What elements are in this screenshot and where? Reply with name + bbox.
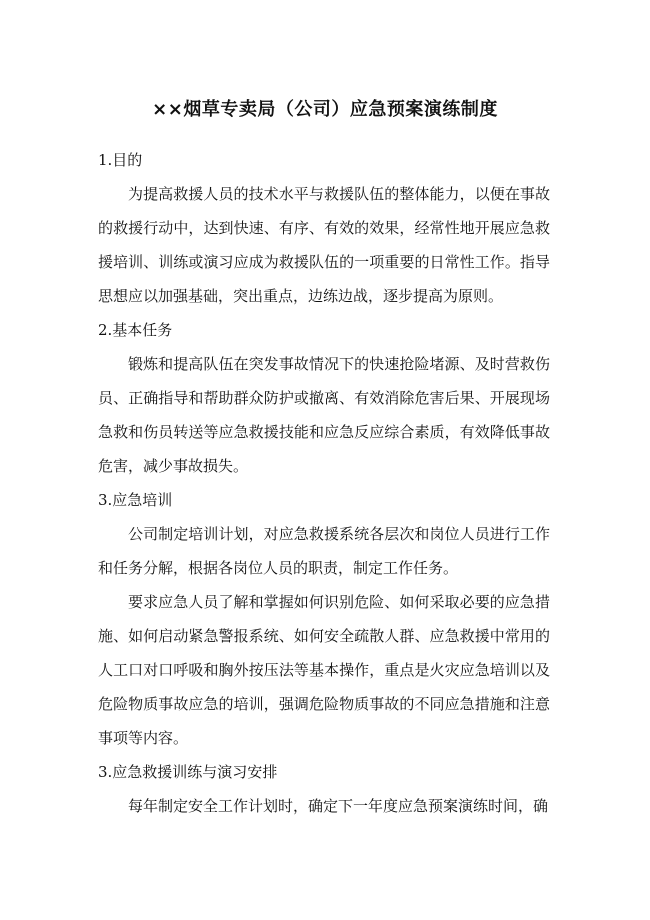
paragraph-basic-tasks: 锻炼和提高队伍在突发事故情况下的快速抢险堵源、及时营救伤员、正确指导和帮助群众防护或撤离、有效消除危害后果、开展现场急救和伤员转送等应急救援技能和应急反应综合素质，有效降低事故危害，减少事故损失。 (98, 355, 550, 475)
document-title: ××烟草专卖局（公司）应急预案演练制度 (152, 99, 498, 120)
section-heading-drill-arrangement: 3.应急救援训练与演习安排 (98, 763, 278, 781)
paragraph-training-plan: 公司制定培训计划，对应急救援系统各层次和岗位人员进行工作和任务分解，根据各岗位人员的职责，制定工作任务。 (98, 525, 550, 577)
section-heading-emergency-training: 3.应急培训 (98, 491, 173, 509)
document-body (98, 143, 550, 823)
section-heading-purpose: 1.目的 (98, 151, 143, 169)
section-heading-basic-tasks: 2.基本任务 (98, 321, 173, 339)
paragraph-purpose: 为提高救援人员的技术水平与救援队伍的整体能力，以便在事故的救援行动中，达到快速、有序、有效的效果，经常性地开展应急救援培训、训练或演习应成为救援队伍的一项重要的日常性工作。指导思想应以加强基础，突出重点，边练边战，逐步提高为原则。 (98, 185, 550, 305)
paragraph-drill-arrangement: 每年制定安全工作计划时，确定下一年度应急预案演练时间，确 (128, 797, 549, 815)
paragraph-training-requirements: 要求应急人员了解和掌握如何识别危险、如何采取必要的应急措施、如何启动紧急警报系统、如何安全疏散人群、应急救援中常用的人工口对口呼吸和胸外按压法等基本操作，重点是火灾应急培训以及危险物质事故应急的培训，强调危险物质事故的不同应急措施和注意事项等内容。 (98, 593, 550, 747)
